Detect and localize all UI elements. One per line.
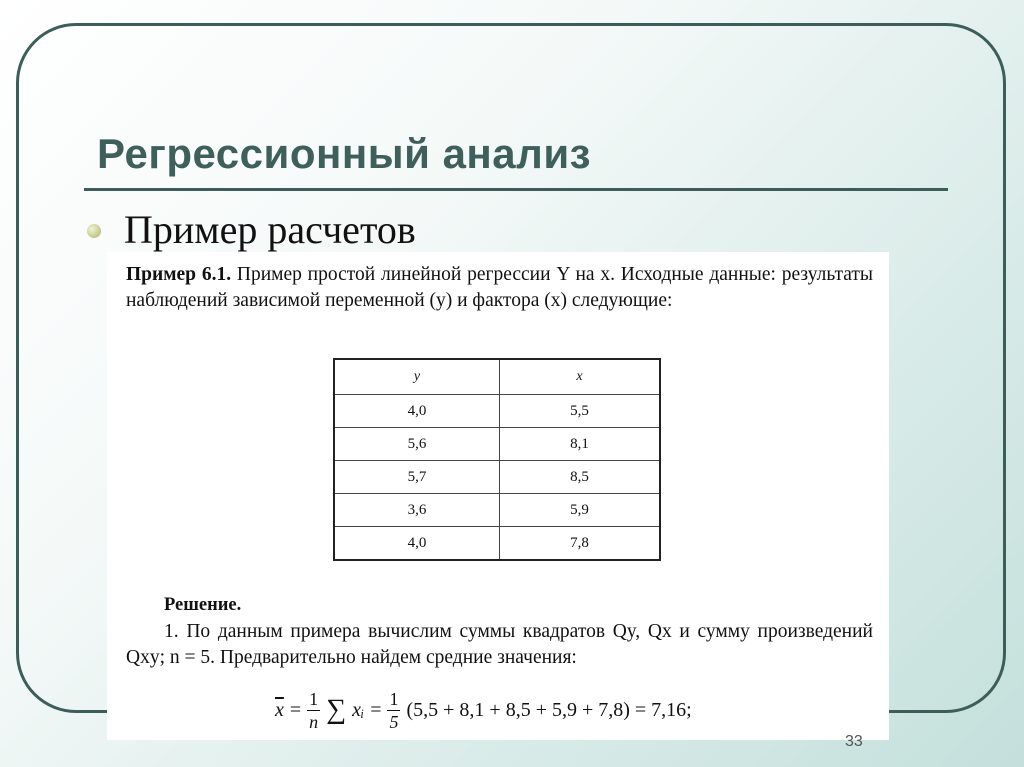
column-header-x: x xyxy=(500,359,661,395)
fraction-denominator: 5 xyxy=(389,711,399,732)
sigma-symbol: ∑ xyxy=(326,694,347,725)
formula-equals: = xyxy=(370,698,382,721)
slide-title: Регрессионный анализ xyxy=(97,130,592,177)
solution-text: 1. По данным примера вычислим суммы квадратов Qy, Qx и сумму произведений Qxy; n = 5. Предварительно найдем средние значения: xyxy=(126,621,873,668)
example-text: Пример простой линейной регрессии Y на x. Исходные данные: результаты наблюдений зависимой переменной (y) и фактора (x) следующие: xyxy=(126,264,874,311)
example-paragraph xyxy=(126,262,873,313)
cell-x: 5,5 xyxy=(500,395,661,428)
cell-x: 5,9 xyxy=(500,494,661,527)
formula-expression: (5,5 + 8,1 + 8,5 + 5,9 + 7,8) = 7,16; xyxy=(406,698,692,721)
bullet-text: Пример расчетов xyxy=(124,207,416,252)
mean-formula xyxy=(275,682,692,738)
table-row xyxy=(334,494,660,527)
data-table xyxy=(333,358,661,561)
cell-x: 8,5 xyxy=(500,461,661,494)
formula-equals: = xyxy=(289,698,302,721)
fraction-denominator: n xyxy=(309,711,319,732)
formula-fraction-2 xyxy=(387,690,400,731)
cell-x: 7,8 xyxy=(500,527,661,561)
title-divider xyxy=(84,188,948,191)
table-row xyxy=(334,461,660,494)
cell-y: 4,0 xyxy=(334,527,500,561)
cell-y: 3,6 xyxy=(334,494,500,527)
fraction-numerator: 1 xyxy=(389,688,399,709)
table-header-row xyxy=(334,359,660,395)
table-row xyxy=(334,527,660,561)
formula-term: xᵢ xyxy=(352,698,365,721)
cell-y: 4,0 xyxy=(334,395,500,428)
formula-lhs: $\overline{x}$ xyxy=(275,698,284,721)
formula-fraction-1 xyxy=(307,690,320,731)
table-row xyxy=(334,428,660,461)
example-label: Пример 6.1. xyxy=(126,264,232,285)
column-header-y: y xyxy=(334,359,500,395)
cell-y: 5,6 xyxy=(334,428,500,461)
table-row xyxy=(334,395,660,428)
cell-x: 8,1 xyxy=(500,428,661,461)
scanned-page xyxy=(107,252,889,740)
page-number: 33 xyxy=(845,733,863,750)
cell-y: 5,7 xyxy=(334,461,500,494)
solution-heading: Решение. xyxy=(164,595,242,615)
bullet-dot-icon xyxy=(87,224,101,238)
fraction-numerator: 1 xyxy=(309,688,319,709)
